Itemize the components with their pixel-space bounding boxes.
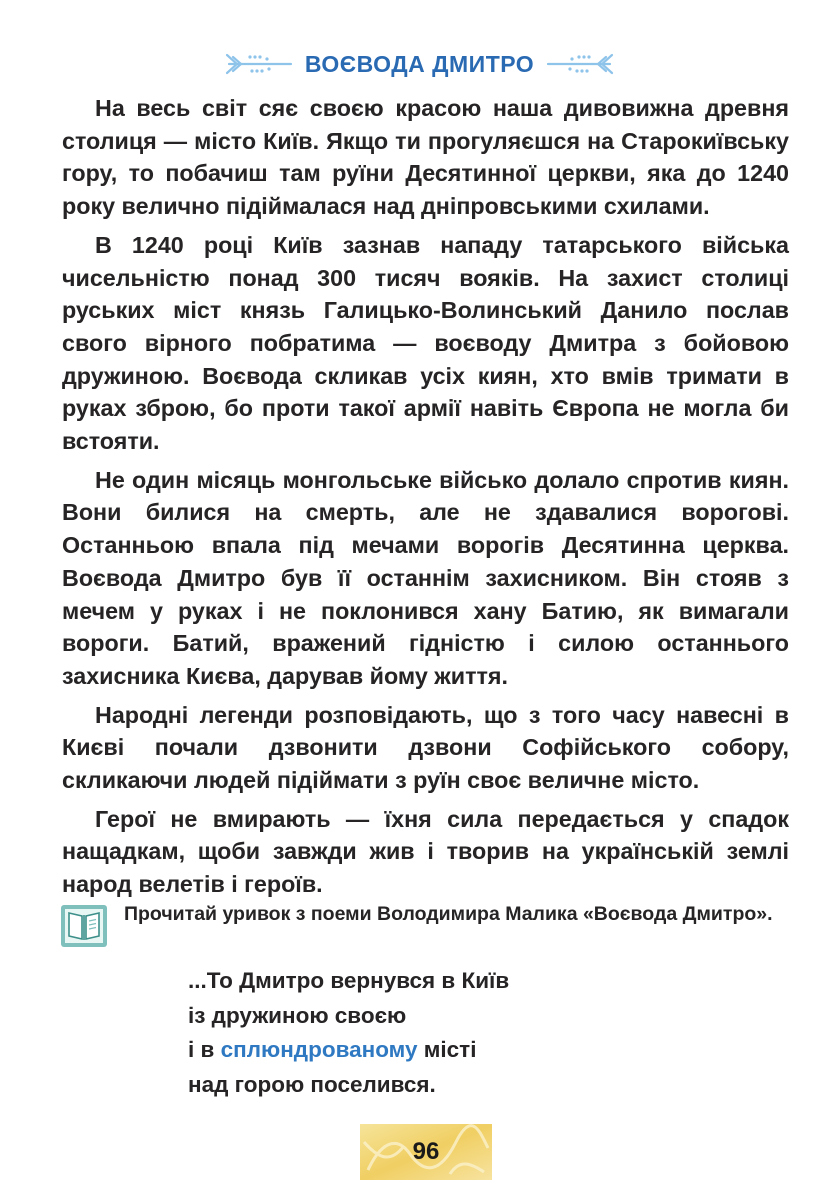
- page-title: ВОЄВОДА ДМИТРО: [304, 50, 535, 77]
- paragraph: Народні легенди розповідають, що з того часу навесні в Києві почали дзвонити дзвони Софійського собору, скликаючи людей підіймати з руїн своє величне місто.: [62, 701, 789, 794]
- page-number-badge: [360, 1124, 492, 1180]
- open-book-icon: [60, 904, 108, 948]
- paragraph: Герої не вмирають — їхня сила передається у спадок нащадкам, щоби завжди жив і творив на українській землі народ велетів і героїв.: [62, 805, 789, 898]
- paragraph: Не один місяць монгольське військо долало спротив киян. Вони билися на смерть, але не здавалися ворогові. Останньою впала під мечами ворогів Десятинна церква. Воєвода Дмитро був її останнім захисником. Він стояв з мечем у руках і не поклонився хану Батию, як вимагали вороги. Батий, вражений гідністю і силою останнього захисника Києва, дарував йому життя.: [62, 466, 789, 689]
- page-number: 96: [412, 1138, 440, 1165]
- right-ornament-icon: [544, 49, 616, 79]
- poem-line: ...То Дмитро вернувся в Київ: [188, 968, 510, 993]
- poem-line: [188, 1033, 509, 1068]
- paragraph: В 1240 році Київ зазнав нападу татарського війська чисельністю понад 300 тисяч вояків. На захист столиці руських міст князь Галицько-Волинський Данило послав свого вірного побратима — воєводу Дмитра з бойовою дружиною. Воєвода скликав усіх киян, хто вмів тримати в руках зброю, бо проти такої армії навіть Європа не могла би встояти.: [62, 231, 789, 455]
- paragraph: На весь світ сяє своєю красою наша дивовижна древня столиця — місто Київ. Якщо ти прогуляєшся на Старокиївську гору, то побачиш там руїни Десятинної церкви, яка до 1240 року велично підіймалася над дніпровськими схилами.: [62, 95, 789, 220]
- title-row: [0, 44, 839, 84]
- poem-line: над горою поселився.: [188, 1071, 436, 1097]
- poem-line-start: і в: [188, 1037, 221, 1062]
- poem-line: із дружиною своєю: [188, 1002, 407, 1028]
- left-ornament-icon: [223, 49, 295, 79]
- poem-line-end: місті: [417, 1037, 477, 1062]
- task-text: Прочитай уривок з поеми Володимира Малика «Воєвода Дмитро».: [124, 903, 773, 925]
- poem-excerpt: [188, 964, 509, 1102]
- highlighted-word: сплюндрованому: [220, 1037, 418, 1062]
- story-text: [62, 92, 789, 907]
